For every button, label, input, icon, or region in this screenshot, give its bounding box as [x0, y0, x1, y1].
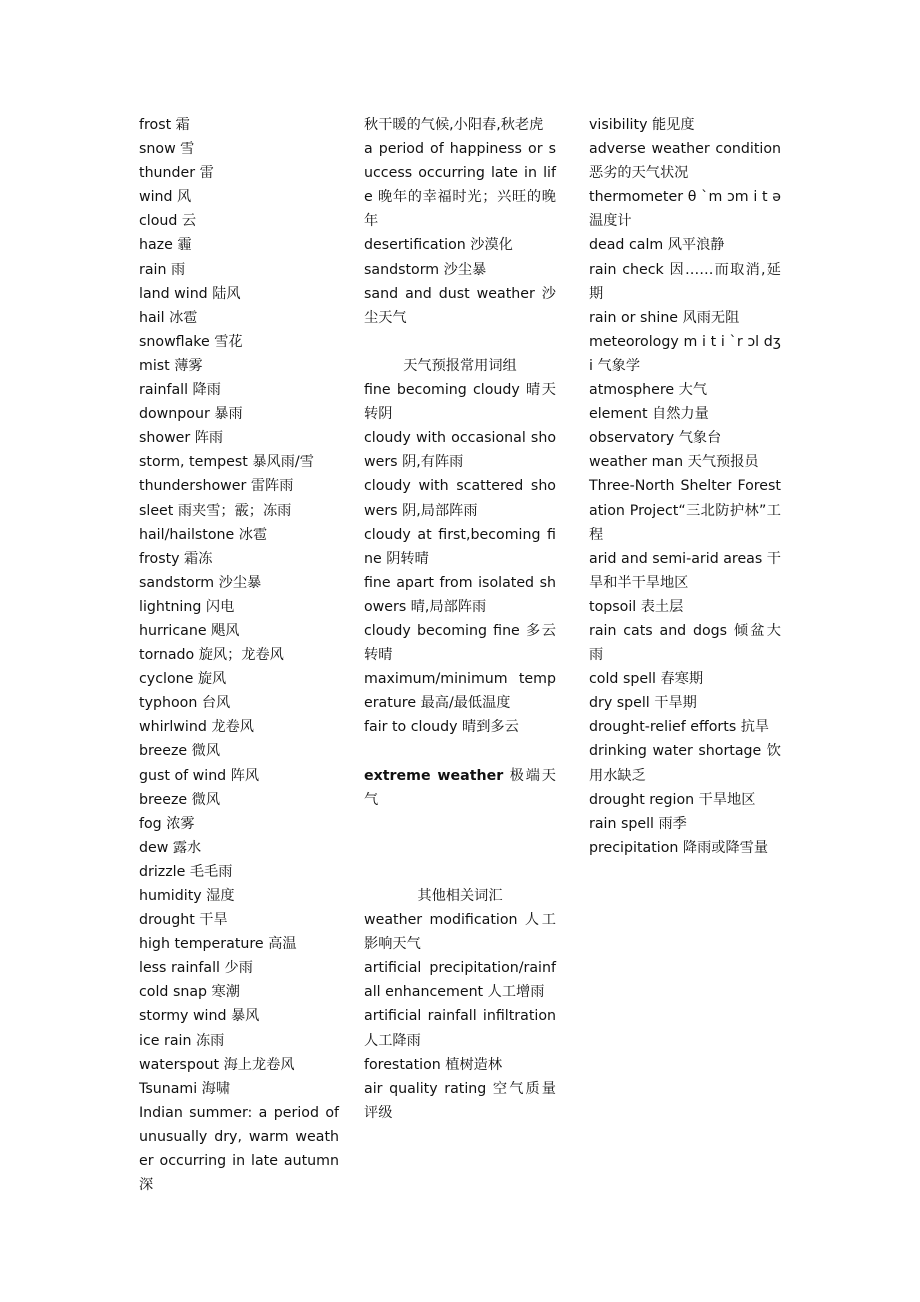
- glossary-entry: hail 冰雹: [139, 309, 198, 326]
- glossary-entry: cold snap 寒潮: [139, 984, 240, 1001]
- glossary-entry: frosty 霜冻: [139, 550, 213, 567]
- glossary-entry: fine apart from isolated showers 晴,局部阵雨: [364, 574, 556, 615]
- glossary-entry: meteorology m i t i ˋr ɔl dʒ i 气象学: [589, 333, 781, 374]
- glossary-entry: thunder 雷: [139, 165, 214, 182]
- glossary-entry: lightning 闪电: [139, 598, 235, 615]
- glossary-entry: frost 霜: [139, 117, 190, 133]
- glossary-entry: forestation 植树造林: [364, 1056, 503, 1073]
- glossary-entry: Three-North Shelter Forestation Project“三北防护林”工程: [589, 478, 781, 543]
- glossary-entry: weather man 天气预报员: [589, 454, 759, 471]
- glossary-entry: high temperature 高温: [139, 936, 297, 953]
- glossary-entry: breeze 微风: [139, 743, 221, 760]
- glossary-entry: cyclone 旋风: [139, 671, 227, 688]
- section-heading-forecast-phrases: 天气预报常用词组: [403, 357, 517, 374]
- glossary-entry: wind 风: [139, 189, 192, 206]
- glossary-entry: cold spell 春寒期: [589, 671, 704, 688]
- glossary-entry: artificial precipitation/rainfall enhancement 人工增雨: [364, 960, 556, 1001]
- column-left: [139, 113, 339, 1197]
- glossary-entry: sand and dust weather 沙尘天气: [364, 285, 556, 326]
- glossary-entry: maximum/minimum temperature 最高/最低温度: [364, 671, 556, 712]
- glossary-entry: breeze 微风: [139, 791, 221, 808]
- glossary-entry: Indian summer: a period of unusually dry, warm weather occurring in late autumn 深: [139, 1104, 339, 1194]
- glossary-entry: rain cats and dogs 倾盆大雨: [589, 622, 781, 664]
- glossary-entry: storm, tempest 暴风雨/雪: [139, 454, 314, 471]
- glossary-entry: snowflake 雪花: [139, 333, 243, 350]
- glossary-entry: drought region 干旱地区: [589, 791, 756, 808]
- glossary-entry: mist 薄雾: [139, 357, 203, 374]
- glossary-entry: drinking water shortage 饮用水缺乏: [589, 743, 781, 784]
- glossary-list-basic-weather: [139, 113, 339, 1197]
- glossary-entry: hurricane 飓风: [139, 622, 240, 639]
- glossary-entry: rainfall 降雨: [139, 382, 221, 399]
- glossary-entry: humidity 湿度: [139, 888, 235, 904]
- glossary-entry: observatory 气象台: [589, 430, 722, 447]
- glossary-list-more-terms: [589, 113, 781, 860]
- glossary-entry: thundershower 雷阵雨: [139, 478, 294, 495]
- glossary-entry: cloudy becoming fine 多云转晴: [364, 622, 556, 664]
- glossary-entry: a period of happiness or success occurring late in life 晚年的幸福时光；兴旺的晚年: [364, 141, 556, 230]
- glossary-entry: less rainfall 少雨: [139, 960, 253, 977]
- glossary-entry: Tsunami 海啸: [139, 1080, 231, 1097]
- glossary-entry: cloudy at first,becoming fine 阴转晴: [364, 526, 556, 567]
- glossary-entry: arid and semi-arid areas 干旱和半干旱地区: [589, 550, 781, 591]
- glossary-entry: weather modification 人工影响天气: [364, 912, 556, 953]
- glossary-entry: typhoon 台风: [139, 695, 231, 712]
- glossary-entry: waterspout 海上龙卷风: [139, 1056, 295, 1073]
- glossary-entry: rain or shine 风雨无阻: [589, 309, 740, 326]
- glossary-entry: sandstorm 沙尘暴: [139, 574, 262, 591]
- glossary-entry: artificial rainfall infiltration 人工降雨: [364, 1008, 556, 1049]
- glossary-list-related-terms: [364, 908, 556, 1125]
- glossary-entry: shower 阵雨: [139, 430, 224, 447]
- glossary-entry: sandstorm 沙尘暴: [364, 261, 487, 278]
- glossary-entry: dry spell 干旱期: [589, 695, 697, 712]
- glossary-entry: desertification 沙漠化: [364, 237, 513, 254]
- glossary-entry-extreme-weather: extreme weather 极端天气: [364, 767, 556, 808]
- glossary-entry: rain check 因……而取消,延期: [589, 261, 781, 302]
- glossary-list-forecast-phrases: [364, 378, 556, 739]
- glossary-entry: rain 雨: [139, 261, 186, 278]
- column-middle: [364, 113, 556, 1125]
- glossary-entry: fine becoming cloudy 晴天转阴: [364, 382, 556, 423]
- glossary-entry: ice rain 冻雨: [139, 1032, 225, 1049]
- glossary-entry: adverse weather condition 恶劣的天气状况: [589, 141, 781, 182]
- glossary-entry: air quality rating 空气质量评级: [364, 1080, 556, 1121]
- glossary-entry: snow 雪: [139, 141, 195, 158]
- glossary-entry: drought-relief efforts 抗旱: [589, 719, 770, 736]
- glossary-entry: element 自然力量: [589, 406, 709, 423]
- glossary-entry: atmosphere 大气: [589, 382, 708, 399]
- glossary-entry: downpour 暴雨: [139, 406, 243, 423]
- glossary-entry: dead calm 风平浪静: [589, 237, 725, 254]
- glossary-list-continued: [364, 113, 556, 330]
- glossary-entry: land wind 陆风: [139, 285, 241, 302]
- glossary-entry: tornado 旋风；龙卷风: [139, 647, 284, 664]
- glossary-entry: 秋干暖的气候,小阳春,秋老虎: [364, 117, 544, 133]
- glossary-entry: fog 浓雾: [139, 815, 195, 832]
- glossary-entry: drizzle 毛毛雨: [139, 863, 233, 880]
- column-right: [589, 113, 781, 860]
- glossary-entry: drought 干旱: [139, 912, 228, 929]
- glossary-entry: visibility 能见度: [589, 117, 695, 133]
- section-heading-related-terms: 其他相关词汇: [417, 888, 503, 904]
- glossary-entry: topsoil 表土层: [589, 598, 684, 615]
- glossary-entry: rain spell 雨季: [589, 815, 687, 832]
- glossary-entry: cloudy with scattered showers 阴,局部阵雨: [364, 478, 556, 519]
- glossary-entry: thermometer θ ˋm ɔm i t ə 温度计: [589, 189, 781, 230]
- glossary-entry: haze 霾: [139, 237, 192, 254]
- glossary-entry: cloudy with occasional showers 阴,有阵雨: [364, 430, 556, 471]
- glossary-entry: stormy wind 暴风: [139, 1008, 260, 1025]
- glossary-entry: gust of wind 阵风: [139, 767, 260, 784]
- glossary-entry: hail/hailstone 冰雹: [139, 526, 268, 543]
- glossary-entry: cloud 云: [139, 213, 197, 230]
- glossary-entry: fair to cloudy 晴到多云: [364, 719, 519, 736]
- glossary-entry: dew 露水: [139, 839, 202, 856]
- glossary-entry: sleet 雨夹雪；霰；冻雨: [139, 502, 292, 519]
- glossary-entry: whirlwind 龙卷风: [139, 719, 254, 736]
- glossary-entry: precipitation 降雨或降雪量: [589, 839, 769, 856]
